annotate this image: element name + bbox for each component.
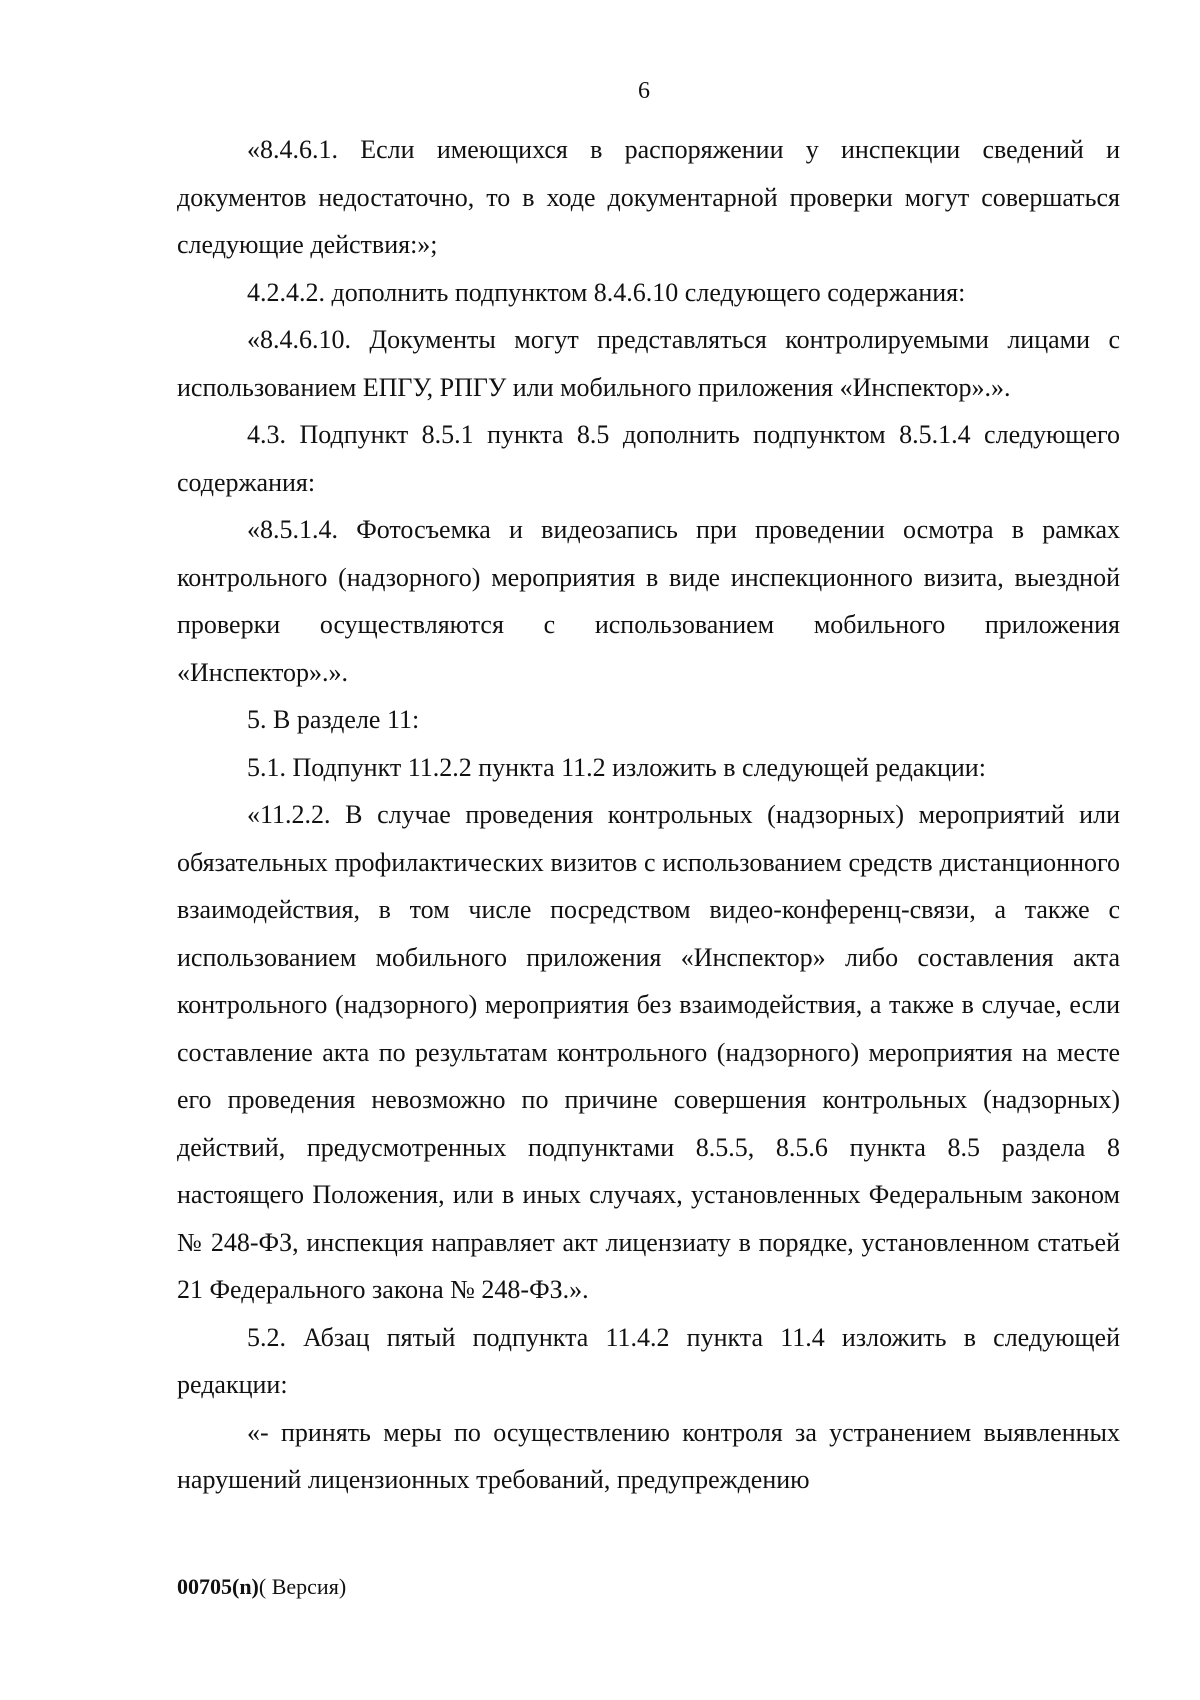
document-code: 00705(n) bbox=[177, 1574, 259, 1599]
paragraph-5-1: 5.1. Подпункт 11.2.2 пункта 11.2 изложить в следующей редакции: bbox=[247, 752, 986, 782]
paragraph-11-2-2: «11.2.2. В случае проведения контрольных (надзорных) мероприятий или обязательных профилактических визитов с использованием средств дистанционного взаимодействия, в том числе посредством видео-конференц-связи, а также с использованием мобильного приложения «Инспектор» либо составления акта контрольного (надзорного) мероприятия без взаимодействия, а также в случае, если составление акта по результатам контрольного (надзорного) мероприятия на месте его проведения невозможно по причине совершения контрольных (надзорных) действий, предусмотренных подпунктами 8.5.5, 8.5.6 пункта 8.5 раздела 8 настоящего Положения, или в иных случаях, установленных Федеральным законом № 248-ФЗ, инспекция направляет акт лицензиату в порядке, установленном статьей 21 Федерального закона № 248-ФЗ.». bbox=[177, 800, 1120, 1304]
document-body bbox=[177, 126, 1120, 1504]
paragraph-8-4-6-10: «8.4.6.10. Документы могут представляться контролируемыми лицами с использованием ЕПГУ, РПГУ или мобильного приложения «Инспектор».». bbox=[177, 325, 1120, 402]
paragraph-4-3: 4.3. Подпункт 8.5.1 пункта 8.5 дополнить подпунктом 8.5.1.4 следующего содержания: bbox=[177, 420, 1120, 497]
document-version: ( Версия) bbox=[258, 1574, 347, 1599]
paragraph-5: 5. В разделе 11: bbox=[247, 705, 420, 734]
paragraph-5-2: 5.2. Абзац пятый подпункта 11.4.2 пункта 11.4 изложить в следующей редакции: bbox=[177, 1322, 1120, 1399]
paragraph-8-5-1-4: «8.5.1.4. Фотосъемка и видеозапись при проведении осмотра в рамках контрольного (надзорного) мероприятия в виде инспекционного визита, выездной проверки осуществляются с использованием мобильного приложения «Инспектор».». bbox=[177, 515, 1120, 687]
paragraph-8-4-6-1: «8.4.6.1. Если имеющихся в распоряжении у инспекции сведений и документов недостаточно, то в ходе документарной проверки могут совершаться следующие действия:»; bbox=[177, 135, 1120, 259]
page-number: 6 bbox=[638, 78, 650, 104]
paragraph-measures: «- принять меры по осуществлению контроля за устранением выявленных нарушений лицензионных требований, предупреждению bbox=[177, 1417, 1120, 1494]
document-footer bbox=[177, 1574, 346, 1600]
paragraph-4-2-4-2: 4.2.4.2. дополнить подпунктом 8.4.6.10 следующего содержания: bbox=[247, 277, 966, 307]
